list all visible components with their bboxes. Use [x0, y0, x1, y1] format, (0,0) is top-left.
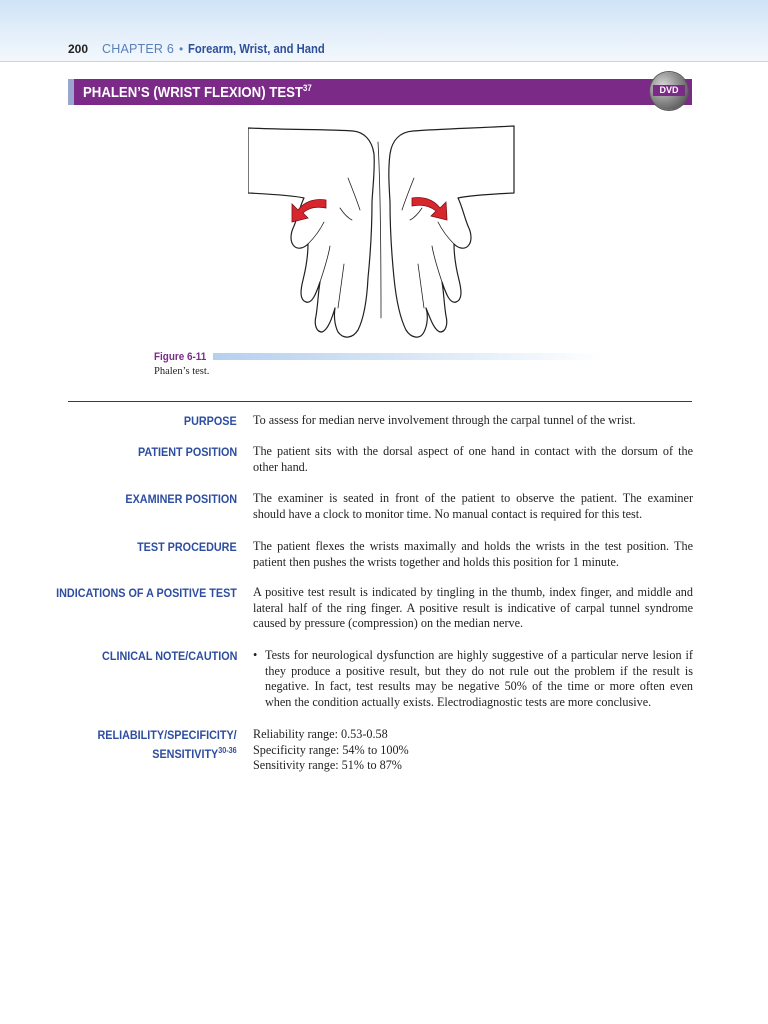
header-separator: •	[179, 42, 184, 56]
clinical-note-label: CLINICAL NOTE/CAUTION	[101, 649, 237, 663]
title-reference: 37	[303, 83, 312, 93]
test-procedure-text: The patient flexes the wrists maximally and holds the wrists in the test position. The patient then pushes the wrists together and holds this position for 1 minute.	[253, 539, 693, 569]
purpose-label: PURPOSE	[184, 414, 237, 428]
figure-label: Figure 6-11	[154, 351, 207, 363]
positive-test-label: INDICATIONS OF A POSITIVE TEST	[56, 586, 237, 600]
running-head	[68, 42, 340, 60]
left-hand	[248, 128, 374, 337]
bullet-point: •	[253, 648, 258, 662]
chapter-title: Forearm, Wrist, and Hand	[188, 42, 325, 56]
figure-caption: Phalen’s test.	[154, 366, 210, 377]
right-hand	[389, 126, 514, 337]
page-number: 200	[68, 42, 89, 56]
title-bar-accent	[68, 79, 74, 105]
figure-label-bar	[213, 353, 603, 360]
test-procedure-label: TEST PROCEDURE	[137, 540, 237, 554]
phalens-test-illustration	[248, 118, 518, 350]
patient-position-label: PATIENT POSITION	[137, 445, 237, 459]
dvd-label: DVD	[653, 85, 685, 96]
purpose-text: To assess for median nerve involvement through the carpal tunnel of the wrist.	[253, 413, 636, 427]
examiner-position-label: EXAMINER POSITION	[125, 492, 237, 506]
reliability-label: RELIABILITY/SPECIFICITY/ SENSITIVITY$^{30-36}$	[97, 728, 237, 761]
chapter-number: CHAPTER 6	[102, 42, 174, 56]
reliability-text: Reliability range: 0.53-0.58 Specificity range: 54% to 100% Sensitivity range: 51% to 87%	[253, 727, 409, 773]
section-divider	[68, 401, 692, 402]
test-title: PHALEN’S (WRIST FLEXION) TEST$^{37}$	[83, 83, 312, 101]
dvd-icon[interactable]	[650, 72, 688, 110]
examiner-position-text: The examiner is seated in front of the patient to observe the patient. The examiner should have a clock to monitor time. No manual contact is required for this test.	[253, 491, 693, 521]
patient-position-text: The patient sits with the dorsal aspect of one hand in contact with the dorsum of the other hand.	[253, 444, 693, 474]
clinical-note-text: • Tests for neurological dysfunction are highly suggestive of a particular nerve lesion if they produce a positive result, but they do not rule out the problem if the result is negative. In fact, test results may be negative 50% of the time or more often even when the condition actually exists. Electrodiagnostic tests are more conclusive.	[253, 648, 693, 710]
positive-test-text: A positive test result is indicated by tingling in the thumb, index finger, and middle and lateral half of the ring finger. A positive result is indicative of carpal tunnel syndrome caused by pressure (compression) on the median nerve.	[253, 585, 693, 631]
test-title-bar	[68, 79, 692, 105]
reliability-reference: 30-36	[218, 746, 237, 755]
